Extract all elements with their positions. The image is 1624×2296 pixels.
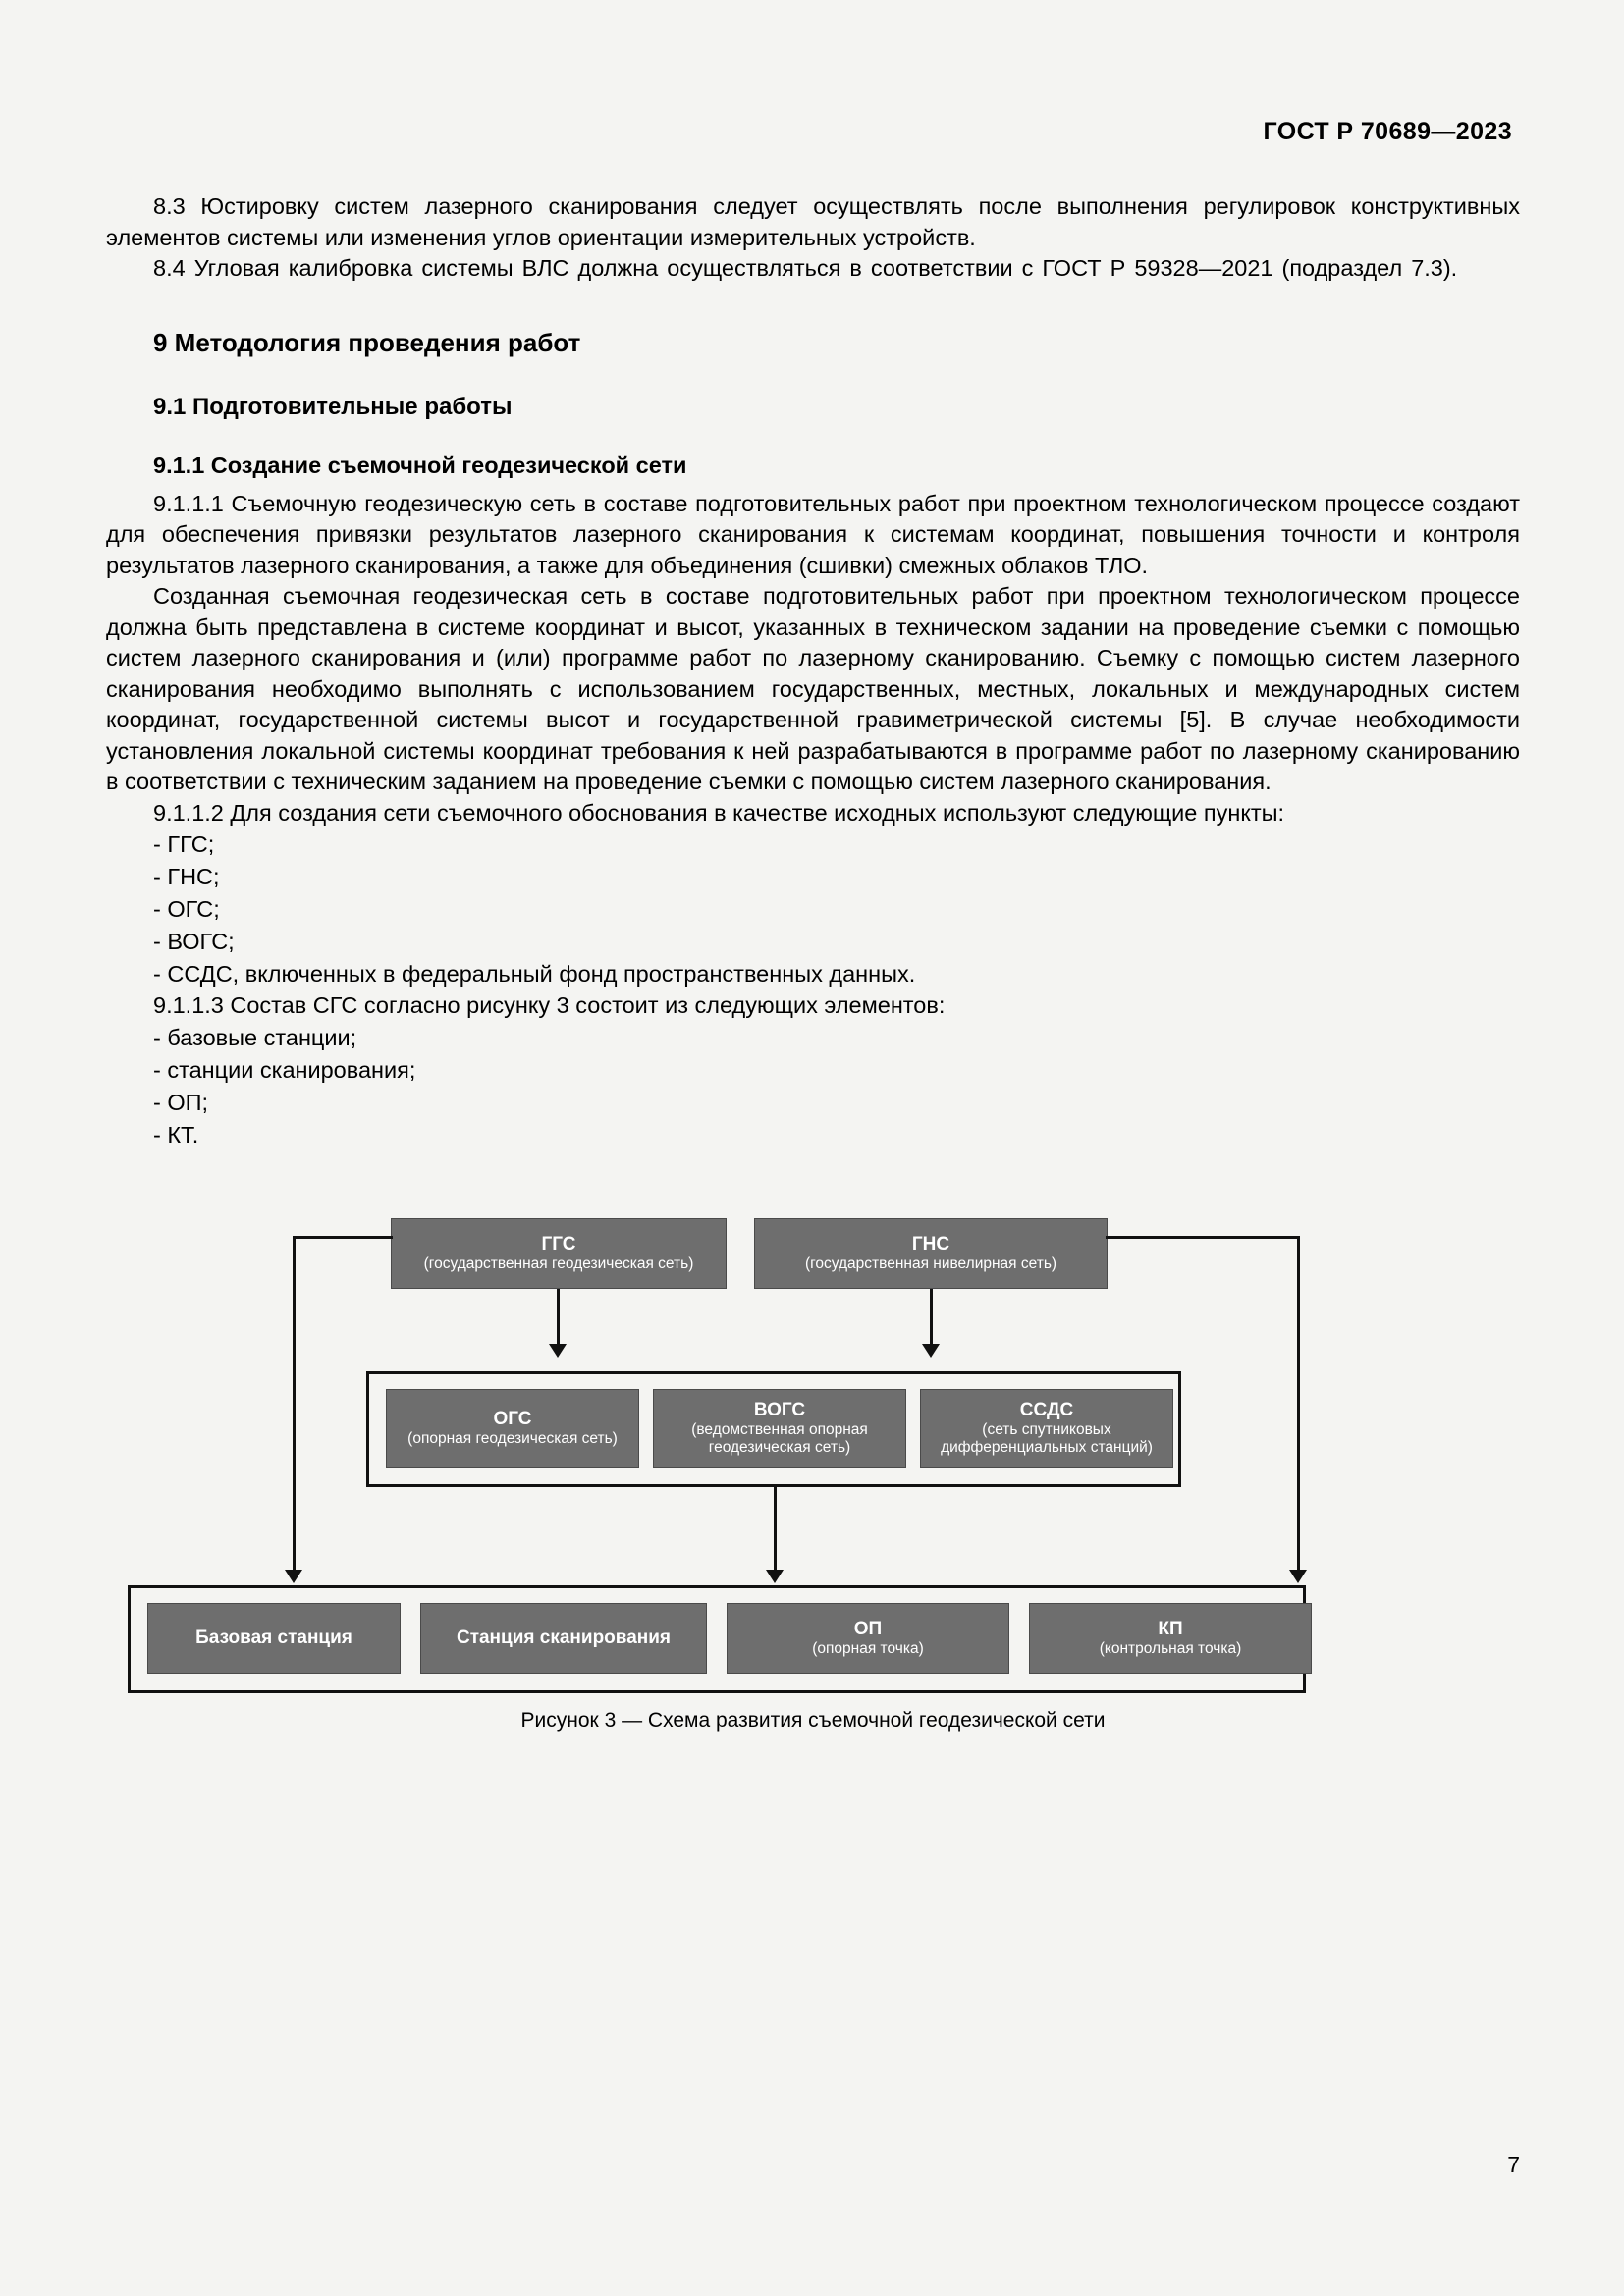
diagram-box-op [727, 1603, 1009, 1674]
diagram-arrow-down-icon [766, 1570, 784, 1583]
list-sgs-elements [106, 1022, 1520, 1151]
paragraph-9-1-1-1-b: Созданная съемочная геодезическая сеть в составе подготовительных работ при проектном технологическом процессе должна быть представлена в системе координат и высот, указанных в техническом задании на проведение съемки с помощью систем лазерного сканирования и (или) программе работ по лазерному сканированию. Съемку с помощью систем лазерного сканирования необходимо выполнять с использованием государственных, местных, локальных и международных систем координат, государственной системы высот и государственной гравиметрической системы [5]. В случае необходимости установления локальной системы координат требования к ней разрабатываются в программе работ по лазерному сканированию в соответствии с техническим заданием на проведение съемки с помощью систем лазерного сканирования. [106, 583, 1520, 794]
list-item: - ОП; [153, 1089, 209, 1115]
diagram-box-ssds-subtitle: (сеть спутниковых дифференциальных станций) [941, 1421, 1153, 1456]
diagram-box-ogs [386, 1389, 639, 1468]
list-item: - ГНС; [153, 864, 220, 889]
diagram-box-vogs-subtitle: (ведомственная опорная геодезическая сеть) [691, 1421, 868, 1456]
diagram-box-op-title: ОП [853, 1619, 883, 1639]
heading-section-9: 9 Методология проведения работ [153, 327, 581, 357]
diagram-box-scan-station-title: Станция сканирования [456, 1628, 672, 1648]
diagram-box-vogs-title: ВОГС [753, 1400, 806, 1420]
diagram-connector [774, 1487, 777, 1574]
heading-subsection-9-1: 9.1 Подготовительные работы [153, 393, 513, 420]
diagram-box-base-station [147, 1603, 401, 1674]
diagram-box-base-station-title: Базовая станция [195, 1628, 352, 1648]
list-item: - базовые станции; [153, 1024, 357, 1050]
diagram-box-gns [754, 1218, 1108, 1289]
diagram-box-ggs-subtitle: (государственная геодезическая сеть) [423, 1255, 694, 1272]
diagram-connector [930, 1289, 933, 1348]
page-content [106, 118, 1520, 2177]
paragraph-9-1-1-2: 9.1.1.2 Для создания сети съемочного обоснования в качестве исходных используют следующие пункты: [153, 799, 1285, 826]
diagram-connector [557, 1289, 560, 1348]
diagram-box-scan-station [420, 1603, 707, 1674]
diagram-box-ssds [920, 1389, 1173, 1468]
diagram-connector [293, 1236, 296, 1574]
list-item: - ВОГС; [153, 929, 235, 954]
diagram-box-vogs [653, 1389, 906, 1468]
diagram-arrow-down-icon [285, 1570, 302, 1583]
diagram-box-kp-subtitle: (контрольная точка) [1099, 1640, 1242, 1657]
paragraph-8-4: 8.4 Угловая калибровка системы ВЛС должна осуществляться в соответствии с ГОСТ Р 59328—2021 (подраздел 7.3). [153, 255, 1458, 281]
paragraph-9-1-1-3: 9.1.1.3 Состав СГС согласно рисунку 3 состоит из следующих элементов: [153, 992, 946, 1018]
diagram-connector [293, 1236, 393, 1239]
diagram-box-gns-subtitle: (государственная нивелирная сеть) [804, 1255, 1057, 1272]
diagram-box-kp [1029, 1603, 1312, 1674]
list-source-points [106, 828, 1520, 990]
figure-3-diagram [106, 1197, 1520, 1746]
list-item: - ГГС; [153, 831, 215, 857]
list-item: - станции сканирования; [153, 1056, 416, 1083]
diagram-box-ggs-title: ГГС [541, 1234, 576, 1255]
list-item: - КТ. [153, 1121, 199, 1148]
diagram-box-ssds-title: ССДС [1019, 1400, 1074, 1420]
diagram-arrow-down-icon [549, 1344, 567, 1358]
diagram-box-ggs [391, 1218, 727, 1289]
diagram-arrow-down-icon [922, 1344, 940, 1358]
diagram-arrow-down-icon [1289, 1570, 1307, 1583]
page-number: 7 [1507, 2152, 1520, 2177]
heading-subsection-9-1-1: 9.1.1 Создание съемочной геодезической сети [153, 452, 687, 478]
diagram-box-gns-title: ГНС [911, 1234, 950, 1255]
diagram-box-kp-title: КП [1158, 1619, 1183, 1639]
paragraph-9-1-1-1: 9.1.1.1 Съемочную геодезическую сеть в составе подготовительных работ при проектном технологическом процессе создают для обеспечения привязки результатов лазерного сканирования к системам координат, повышения точности и контроля результатов лазерного сканирования, а также для объединения (сшивки) смежных облаков ТЛО. [106, 490, 1520, 578]
figure-caption: Рисунок 3 — Схема развития съемочной геодезической сети [520, 1708, 1106, 1732]
diagram-connector [1297, 1236, 1300, 1574]
diagram-box-ogs-subtitle: (опорная геодезическая сеть) [407, 1430, 618, 1447]
standard-code-header: ГОСТ Р 70689—2023 [1263, 118, 1512, 145]
list-item: - ССДС, включенных в федеральный фонд пространственных данных. [153, 961, 916, 987]
diagram-box-ogs-title: ОГС [493, 1409, 532, 1429]
list-item: - ОГС; [153, 896, 220, 922]
diagram-box-op-subtitle: (опорная точка) [812, 1640, 924, 1657]
paragraph-8-3: 8.3 Юстировку систем лазерного сканирования следует осуществлять после выполнения регулировок конструктивных элементов системы или изменения углов ориентации измерительных устройств. [106, 193, 1520, 250]
diagram-connector [1106, 1236, 1300, 1239]
